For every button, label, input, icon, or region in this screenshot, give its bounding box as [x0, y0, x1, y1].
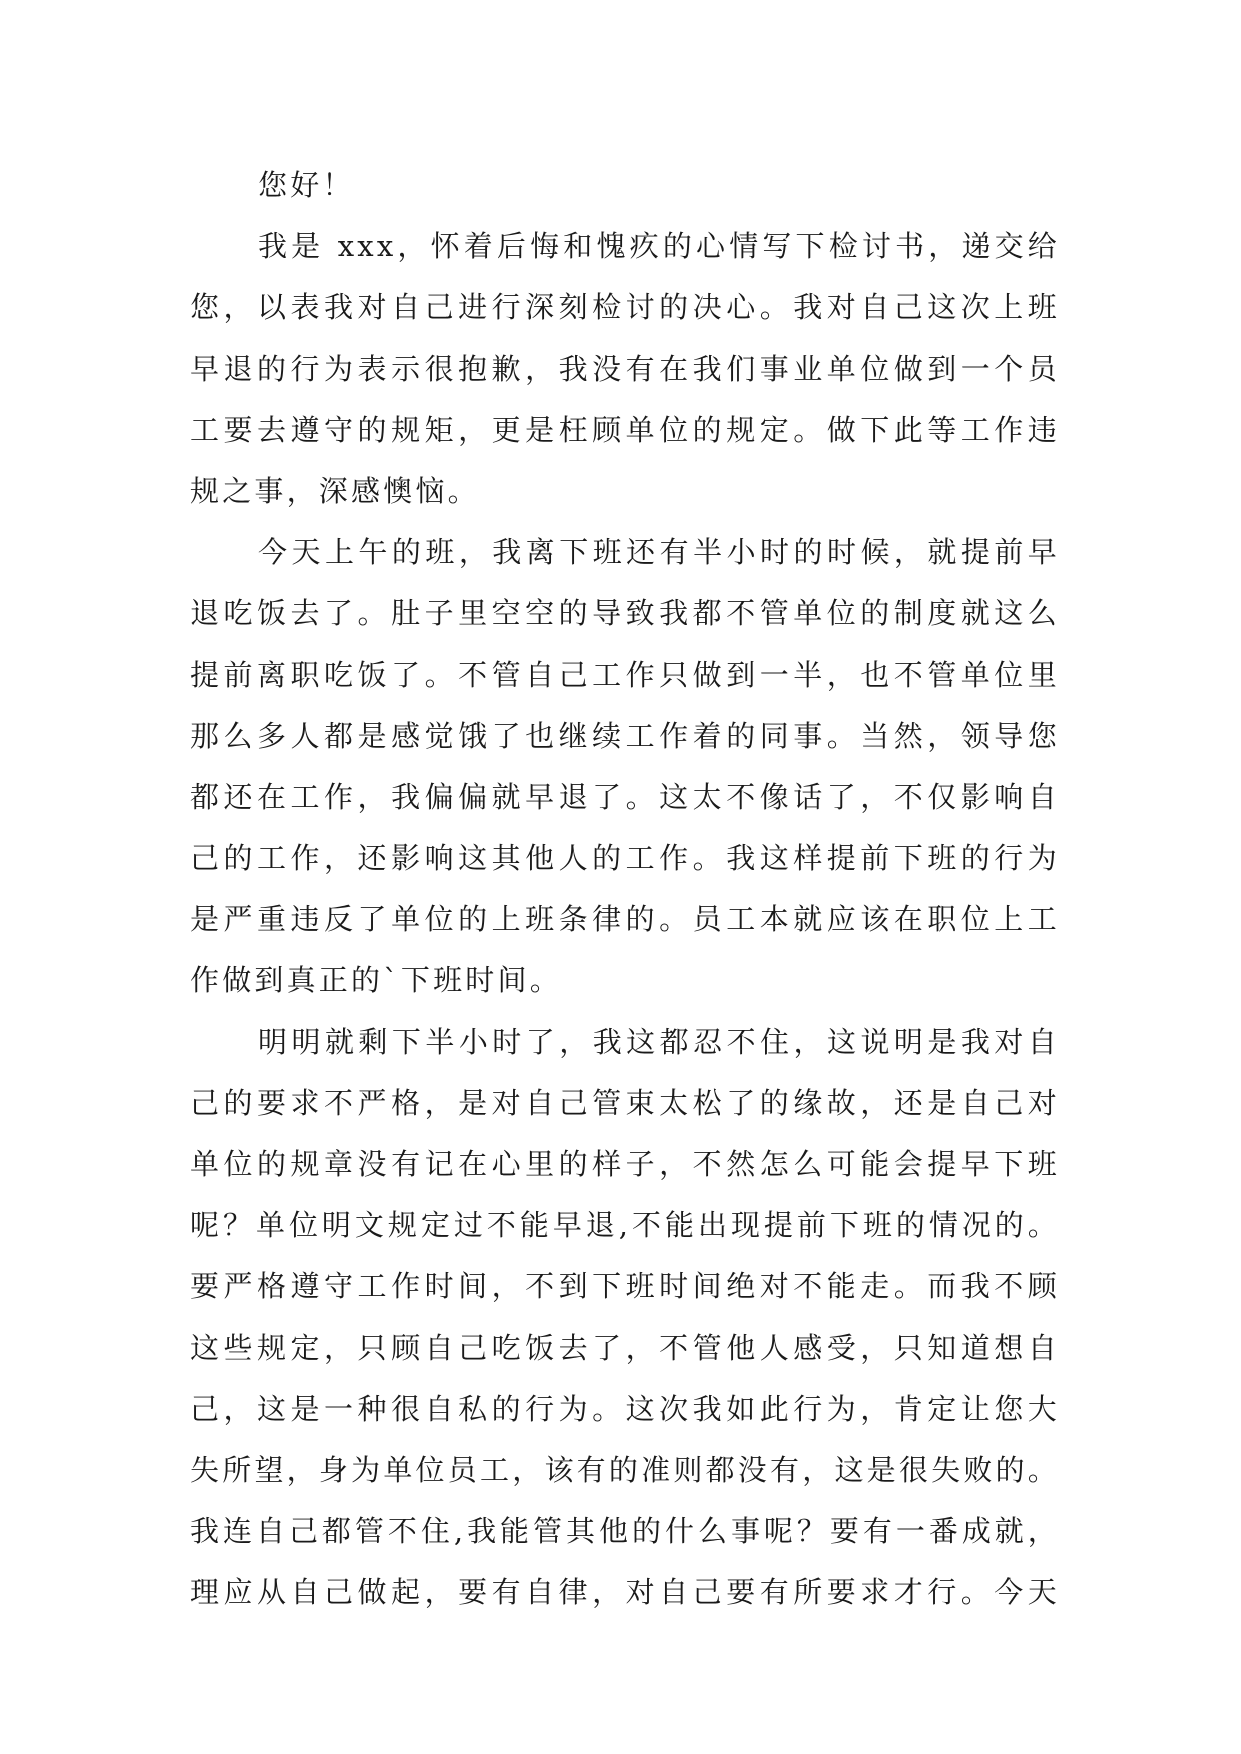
paragraph-greeting: [190, 155, 1060, 216]
text-line: 己的要求不严格，是对自己管束太松了的缘故，还是自己对: [190, 1085, 1060, 1120]
paragraph-incident: [190, 522, 1060, 1012]
text-line: 今天上午的班，我离下班还有半小时的时候，就提前早: [258, 535, 1060, 570]
paragraph-reflection: [190, 1012, 1060, 1624]
text-line: 退吃饭去了。肚子里空空的导致我都不管单位的制度就这么: [190, 596, 1060, 631]
letter-body: [190, 155, 1060, 1624]
text-line: 单位的规章没有记在心里的样子，不然怎么可能会提早下班: [190, 1147, 1060, 1181]
text-line: 呢？单位明文规定过不能早退,不能出现提前下班的情况的。: [190, 1208, 1060, 1243]
text-line: 工要去遵守的规矩，更是枉顾单位的规定。做下此等工作违: [190, 412, 1060, 447]
text-line: 作做到真正的`下班时间。: [190, 963, 562, 998]
text-line: 那么多人都是感觉饿了也继续工作着的同事。当然，领导您: [190, 718, 1060, 753]
text-line: 早退的行为表示很抱歉，我没有在我们事业单位做到一个员: [190, 351, 1060, 386]
text-line: 明明就剩下半小时了，我这都忍不住，这说明是我对自: [258, 1024, 1060, 1059]
paragraph-introduction: [190, 216, 1060, 522]
text-line: 您，以表我对自己进行深刻检讨的决心。我对自己这次上班: [190, 290, 1060, 325]
text-line: 我连自己都管不住,我能管其他的什么事呢？要有一番成就，: [190, 1514, 1060, 1549]
text-line: 规之事，深感懊恼。: [190, 473, 480, 508]
text-line: 是严重违反了单位的上班条律的。员工本就应该在职位上工: [190, 902, 1060, 937]
text-line: 都还在工作，我偏偏就早退了。这太不像话了，不仅影响自: [190, 779, 1060, 814]
text-line: 我是 xxx，怀着后悔和愧疚的心情写下检讨书，递交给: [258, 229, 1060, 264]
text-line: 要严格遵守工作时间，不到下班时间绝对不能走。而我不顾: [190, 1269, 1060, 1304]
text-line: 己，这是一种很自私的行为。这次我如此行为，肯定让您大: [190, 1391, 1060, 1426]
text-line: 理应从自己做起，要有自律，对自己要有所要求才行。今天: [190, 1575, 1060, 1610]
text-line: 提前离职吃饭了。不管自己工作只做到一半，也不管单位里: [190, 657, 1060, 692]
text-line: 这些规定，只顾自己吃饭去了，不管他人感受，只知道想自: [190, 1330, 1060, 1365]
text-line: 己的工作，还影响这其他人的工作。我这样提前下班的行为: [190, 841, 1060, 876]
text-line: 您好！: [258, 168, 355, 202]
text-line: 失所望，身为单位员工，该有的准则都没有，这是很失败的。: [190, 1452, 1060, 1487]
